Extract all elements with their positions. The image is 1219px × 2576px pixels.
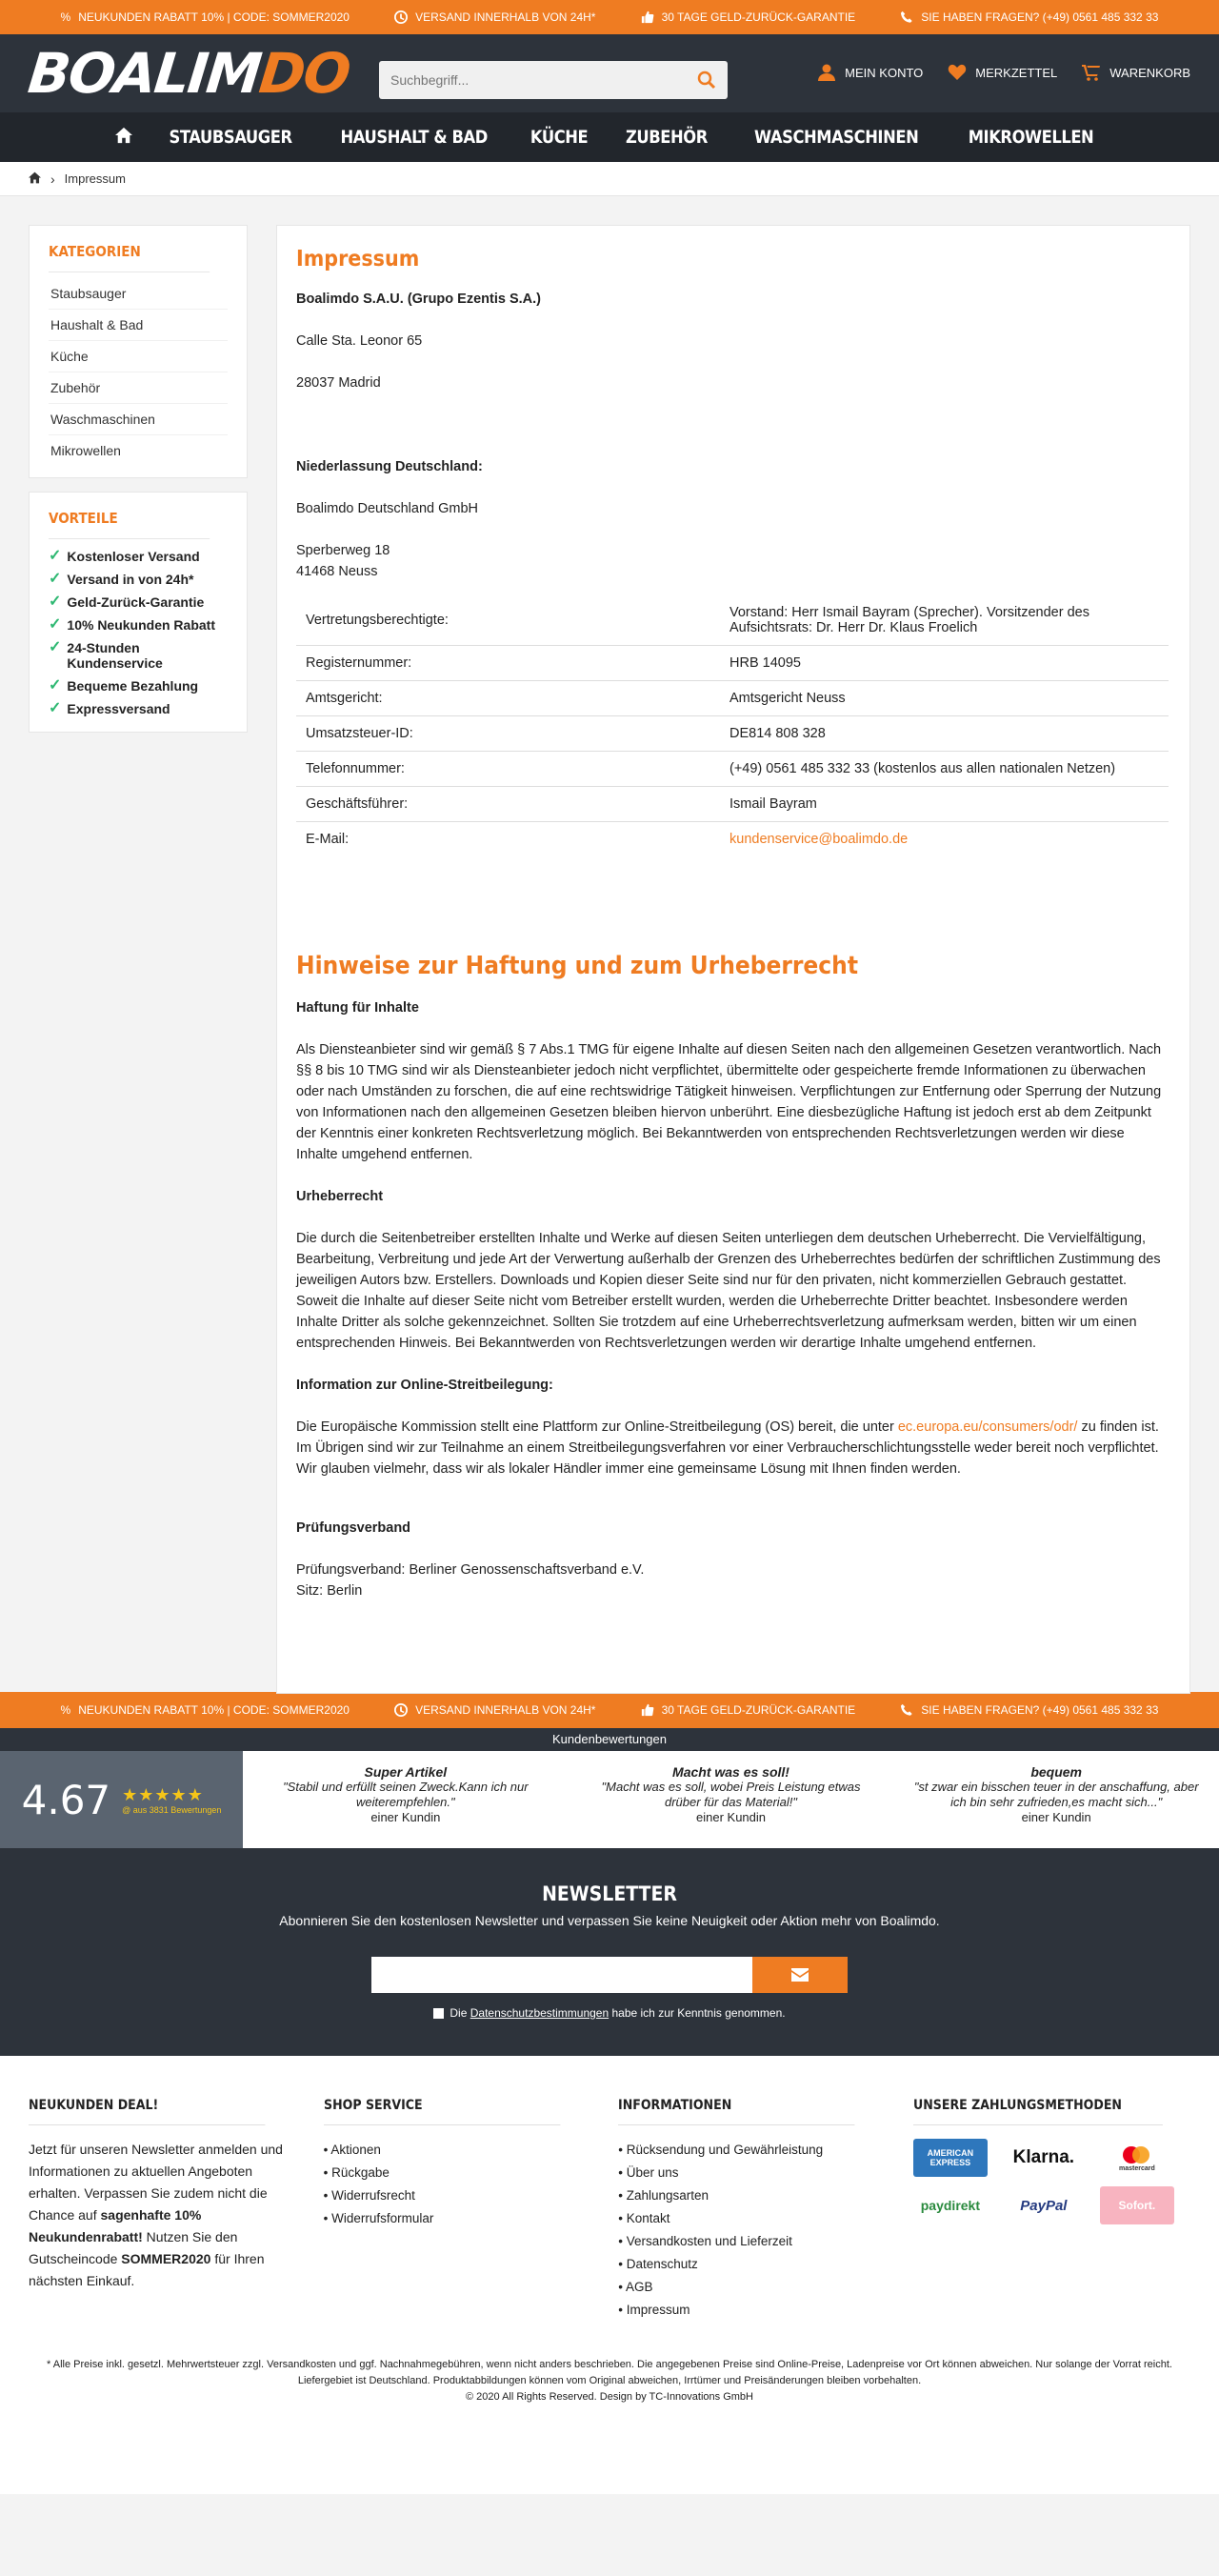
review-quote: "st zwar ein bisschen teuer in der anschaffung, aber ich bin sehr zufrieden,es macht sich..." [913,1780,1199,1809]
consent-text [450,2006,785,2020]
check-icon: ✓ [49,548,62,564]
footer-link[interactable]: • Rückgabe [323,2165,390,2180]
footer-link[interactable]: • Datenschutz [618,2257,698,2271]
cart-label: WARENKORB [1109,65,1190,80]
sidebar [29,225,248,733]
odr-text-2: zu finden ist. Im Übrigen sind wir zur Teilnahme an einem Streitbeilegungsverfahren vor einer Verbraucherschlichtungsstelle weder bereit noch verpflichtet. Wir glauben vielmehr, dass wir als lokaler Händler immer eine gemeinsame Lösung mit Ihnen finden werden. [296,1419,1159,1477]
pruefung-text-1: Prüfungsverband: Berliner Genossenschaftsverband e.V. [296,1562,645,1578]
odr-text [296,1417,1169,1479]
review-author: einer Kundin [1021,1810,1091,1824]
footer-link[interactable]: • Zahlungsarten [618,2188,709,2203]
footer-link[interactable]: • Kontakt [618,2211,670,2225]
table-row [296,822,1169,857]
table-row [296,752,1169,787]
niederlassung-heading: Niederlassung Deutschland: [296,459,483,474]
footer-link[interactable]: • Widerrufsrecht [323,2188,415,2203]
row-value: Ismail Bayram [720,787,1169,822]
rating-summary[interactable] [0,1751,243,1848]
account-label: MEIN KONTO [845,65,924,80]
footer-link[interactable]: • Rücksendung und Gewährleistung [618,2143,824,2157]
vorteil-item [49,674,228,697]
phone-icon [900,10,913,24]
usp-bar-bottom [0,1692,1219,1728]
newsletter-section [0,1848,1219,2056]
review-quote: "Stabil und erfüllt seinen Zweck.Kann ich nur weiterempfehlen." [283,1780,529,1809]
vorteil-item [49,591,228,614]
privacy-link[interactable]: Datenschutzbestimmungen [470,2006,610,2020]
row-value: Amtsgericht Neuss [720,681,1169,716]
de-address [296,540,1169,582]
odr-link[interactable]: ec.europa.eu/consumers/odr/ [897,1419,1078,1435]
categories-box [29,225,248,478]
thumbs-up-icon [641,1703,654,1717]
deal-text-bold: sagenhafte 10% Neukundenrabatt! [29,2207,202,2244]
vorteil-label: 24-Stunden Kundenservice [67,640,163,671]
deal-text-3: für Ihren nächsten Einkauf. [29,2251,265,2288]
footer-link-label: Aktionen [330,2143,381,2157]
usp-text: SIE HABEN FRAGEN? (+49) 0561 485 332 33 [921,1703,1159,1717]
amex-logo: AMERICAN EXPRESS [913,2139,988,2177]
haftung-inhalte-text: Als Diensteanbieter sind wir gemäß § 7 Abs.1 TMG für eigene Inhalte auf diesen Seiten nach den allgemeinen Gesetzen verantwortlich. Nach §§ 8 bis 10 TMG sind wir als Diensteanbieter jedoch nicht verpflichtet, übermittelte oder gespeicherte fremde Informationen zu überwachen oder nach Umständen zu forschen, die auf eine rechtswidrige Tätigkeit hinweisen. Verpflichtungen zur Entfernung oder Sperrung der Nutzung von Informationen nach den allgemeinen Gesetzen bleiben hiervon unberührt. Eine diesbezügliche Haftung ist jedoch erst ab dem Zeitpunkt der Kenntnis einer konkreten Rechtsverletzung möglich. Bei Bekanntwerden von entsprechenden Rechtsverletzungen werden wir diese Inhalte umgehend entfernen. [296,1042,1162,1162]
footer-link-label: Impressum [626,2303,690,2317]
review-title: bequem [1030,1764,1083,1780]
nav-item-zubehoer[interactable]: ZUBEHÖR [626,127,709,148]
footer-link-label: Kontakt [626,2211,670,2225]
breadcrumb [0,162,1219,196]
paypal-logo: PayPal [1020,2197,1068,2214]
envelope-icon [791,1968,809,1982]
sidebar-item-haushalt-bad[interactable]: Haushalt & Bad [49,310,228,341]
heart-icon [948,63,967,82]
vorteil-item [49,545,228,568]
vorteil-label: Expressversand [67,701,170,716]
footer-link-label: Über uns [626,2165,679,2180]
usp-item [394,10,595,24]
page-container [0,196,1219,1692]
usp-text: 30 TAGE GELD-ZURÜCK-GARANTIE [661,1703,856,1717]
sidebar-item-zubehoer[interactable]: Zubehör [49,372,228,404]
footer-link-label: Datenschutz [626,2257,698,2271]
legal-notice: * Alle Preise inkl. gesetzl. Mehrwertsteuer zzgl. Versandkosten und ggf. Nachnahmegebühren, wenn nicht anders beschrieben. Die angegebenen Preise sind Online-Preise, Ladenpreise vor Ort können abweichen. Nur solange der Vorrat reicht. Liefergebiet ist Deutschland. Produktabbildungen können vom Original abweichen, Irrtümer und Preisänderungen bleiben vorbehalten. [47,2359,1172,2386]
vorteil-label: Versand in von 24h* [67,572,194,587]
row-label: Geschäftsführer: [296,787,720,822]
footer-link[interactable]: • Impressum [618,2303,690,2317]
vorteil-item [49,697,228,720]
check-icon: ✓ [49,677,62,694]
nav-item-kueche[interactable]: KÜCHE [530,127,589,148]
sidebar-item-staubsauger[interactable]: Staubsauger [49,278,228,310]
home-icon [29,171,41,184]
company-name: Boalimdo S.A.U. (Grupo Ezentis S.A.) [296,292,541,307]
newsletter-email-input[interactable] [371,1957,752,1993]
wishlist-label: MERKZETTEL [975,65,1058,80]
haftung-title: Hinweise zur Haftung und zum Urheberrecht [296,952,859,980]
impressum-table [296,595,1169,856]
row-value [720,822,1169,857]
thumbs-up-icon [641,10,654,24]
rating-count: @ aus 3831 Bewertungen [122,1804,222,1815]
consent-text-1: Die [450,2006,470,2020]
user-icon [817,63,836,82]
search-input[interactable] [379,61,686,99]
usp-item [61,10,350,24]
footer-link-label: Widerrufsformular [331,2211,434,2225]
usp-item [394,1703,595,1717]
wishlist-link[interactable] [948,63,1057,82]
row-value: HRB 14095 [720,646,1169,681]
nav-item-waschmaschinen[interactable]: WASCHMASCHINEN [754,127,919,148]
reviews-header: Kundenbewertungen [0,1728,1219,1751]
phone-icon [900,1703,913,1717]
vorteil-item [49,636,228,674]
footer-info [618,2098,913,2342]
review-author: einer Kundin [696,1810,766,1824]
check-icon: ✓ [49,616,62,633]
footer-link[interactable]: • Versandkosten und Lieferzeit [618,2234,792,2248]
footer-link[interactable]: • Widerrufsformular [323,2211,434,2225]
footer-link-label: Zahlungsarten [626,2188,709,2203]
sidebar-item-kueche[interactable]: Küche [49,341,228,372]
klarna-logo: Klarna. [1012,2147,1075,2167]
newsletter-submit-button[interactable] [752,1957,848,1993]
usp-item [900,10,1158,24]
fine-print [0,2342,1219,2494]
usp-text: VERSAND INNERHALB VON 24H* [415,10,596,24]
de-street: Sperberweg 18 [296,543,390,558]
company-street: Calle Sta. Leonor 65 [296,333,423,349]
categories-title: KATEGORIEN [49,243,210,272]
row-label: Amtsgericht: [296,681,720,716]
consent-checkbox[interactable] [433,2008,444,2019]
odr-heading: Information zur Online-Streitbeilegung: [296,1378,553,1393]
footer-service [324,2098,619,2342]
pruefung-text-2: Sitz: Berlin [296,1583,363,1599]
vorteile-box [29,492,248,733]
footer-deal-title: NEUKUNDEN DEAL! [29,2098,265,2125]
search-box [379,61,728,99]
usp-text: VERSAND INNERHALB VON 24H* [415,1703,596,1717]
clock-icon [394,1703,408,1717]
footer-link[interactable]: • Aktionen [323,2143,381,2157]
check-icon: ✓ [49,639,62,655]
main-content [276,225,1190,1694]
footer-link-label: AGB [625,2280,653,2294]
usp-text: NEUKUNDEN RABATT 10% | CODE: SOMMER2020 [78,10,350,24]
review-title: Super Artikel [364,1764,448,1780]
nav-item-staubsauger[interactable]: STAUBSAUGER [169,127,292,148]
rating-details [122,1785,221,1815]
header-actions [817,63,1190,82]
rating-score: 4.67 [21,1776,111,1823]
percent-icon: % [60,1703,71,1717]
row-value: DE814 808 328 [720,716,1169,752]
breadcrumb-home-link[interactable] [29,171,41,187]
usp-item [61,1703,350,1717]
account-link[interactable] [817,63,923,82]
review-title: Macht was es soll! [672,1764,789,1780]
mastercard-label: mastercard [1119,2165,1155,2172]
check-icon: ✓ [49,571,62,587]
row-label: Telefonnummer: [296,752,720,787]
row-value: Vorstand: Herr Ismail Bayram (Sprecher). Vorsitzender des Aufsichtsrats: Dr. Herr Dr. Klaus Froelich [720,595,1169,646]
payment-logos [913,2139,1190,2224]
deal-text-1: Jetzt für unseren Newsletter anmelden und Informationen zu aktuellen Angeboten erhalten. Verpassen Sie zudem nicht die Chance auf [29,2142,283,2223]
footer-deal-text [29,2139,291,2292]
vorteil-label: Bequeme Bezahlung [67,678,199,694]
review-quote: "Macht was es soll, wobei Preis Leistung etwas drüber für das Material!" [601,1780,861,1809]
usp-item [900,1703,1158,1717]
table-row [296,716,1169,752]
footer-link[interactable]: • Über uns [618,2165,679,2180]
usp-bar [0,0,1219,34]
usp-text: 30 TAGE GELD-ZURÜCK-GARANTIE [661,10,856,24]
copyright: © 2020 All Rights Reserved. Design by TC-Innovations GmbH [466,2391,753,2403]
row-label: E-Mail: [306,832,350,847]
breadcrumb-current[interactable]: Impressum [64,171,126,186]
mastercard-logo [1100,2139,1174,2177]
footer-pay-title: UNSERE ZAHLUNGSMETHODEN [913,2098,1163,2125]
usp-item [641,1703,856,1717]
nav-item-haushalt-bad[interactable]: HAUSHALT & BAD [340,127,488,148]
footer-info-title: INFORMATIONEN [618,2098,854,2125]
vorteil-label: Kostenloser Versand [67,549,200,564]
deal-code: SOMMER2020 [121,2251,211,2266]
review-author: einer Kundin [370,1810,441,1824]
footer-link-label: Widerrufsrecht [331,2188,415,2203]
row-label: Vertretungsberechtigte: [296,595,720,646]
chevron-right-icon: › [50,171,55,187]
deal-text-2: Nutzen Sie den Gutscheincode [29,2229,238,2266]
vorteile-title: VORTEILE [49,510,210,539]
footer-payments [913,2098,1190,2342]
logo[interactable] [25,41,352,106]
pruefung-heading: Prüfungsverband [296,1520,411,1536]
check-icon: ✓ [49,700,62,716]
vorteil-item [49,568,228,591]
sofort-logo: Sofort. [1100,2186,1174,2224]
vorteil-item [49,614,228,636]
footer-service-title: SHOP SERVICE [324,2098,560,2125]
newsletter-form [0,1957,1219,1993]
logo-part1: BOALIM [25,41,264,106]
check-icon: ✓ [49,594,62,610]
company-city: 28037 Madrid [296,375,381,391]
sidebar-item-mikrowellen[interactable]: Mikrowellen [50,443,121,458]
vorteil-label: 10% Neukunden Rabatt [67,617,215,633]
row-label: Registernummer: [296,646,720,681]
de-city: 41468 Neuss [296,564,378,579]
vorteil-label: Geld-Zurück-Garantie [67,594,205,610]
footer [0,2056,1219,2342]
newsletter-title: NEWSLETTER [542,1882,677,1905]
cart-link[interactable] [1082,63,1190,82]
home-link[interactable] [115,127,132,148]
de-company: Boalimdo Deutschland GmbH [296,501,479,516]
newsletter-subtitle: Abonnieren Sie den kostenlosen Newsletter und verpassen Sie keine Neuigkeit oder Aktion mehr von Boalimdo. [279,1913,940,1928]
odr-text-1: Die Europäische Kommission stellt eine Plattform zur Online-Streitbeilegung (OS) bereit, die unter [296,1419,898,1435]
table-row [296,787,1169,822]
site-header [0,34,1219,112]
review-item [243,1751,569,1848]
search-icon [697,70,716,90]
search-button[interactable] [686,61,728,99]
urheberrecht-text: Die durch die Seitenbetreiber erstellten Inhalte und Werke auf diesen Seiten unterliegen dem deutschen Urheberrecht. Die Vervielfältigung, Bearbeitung, Verbreitung und jede Art der Verwertung außerhalb der Grenzen des Urheberrechtes bedürfen der schriftlichen Zustimmung des jeweiligen Autors bzw. Erstellers. Downloads und Kopien dieser Seite sind nur für den privaten, nicht kommerziellen Gebrauch gestattet. Soweit die Inhalte auf dieser Seite nicht vom Betreiber erstellt wurden, werden die Urheberrechte Dritter beachtet. Insbesondere werden Inhalte Dritter als solche gekennzeichnet. Sollten Sie trotzdem auf eine Urheberrechtsverletzung aufmerksam werden, bitten wir um einen entsprechenden Hinweis. Bei Bekanntwerden von Rechtsverletzungen werden wir derartige Inhalte umgehend entfernen. [296,1231,1161,1351]
percent-icon: % [60,10,71,24]
star-rating-icon: ★★★★★ [122,1784,204,1804]
reviews-strip [0,1751,1219,1848]
paydirekt-logo: paydirekt [920,2198,980,2213]
footer-link-label: Rückgabe [331,2165,390,2180]
footer-deal [29,2098,324,2342]
newsletter-consent [0,2006,1219,2020]
review-item [569,1751,894,1848]
clock-icon [394,10,408,24]
main-nav [0,112,1219,162]
page-title: Impressum [296,247,420,272]
home-icon [115,127,132,144]
table-row [296,681,1169,716]
footer-link-label: Rücksendung und Gewährleistung [626,2143,824,2157]
row-value: (+49) 0561 485 332 33 (kostenlos aus allen nationalen Netzen) [720,752,1169,787]
nav-item-mikrowellen[interactable]: MIKROWELLEN [969,127,1094,148]
cart-icon [1082,63,1101,82]
logo-part2: DO [256,41,352,106]
table-row [296,646,1169,681]
footer-link-label: Versandkosten und Lieferzeit [626,2234,792,2248]
sidebar-item-waschmaschinen[interactable]: Waschmaschinen [49,404,228,435]
usp-text: SIE HABEN FRAGEN? (+49) 0561 485 332 33 [921,10,1159,24]
pruefung-text [296,1560,1169,1601]
table-row [296,595,1169,646]
urheberrecht-heading: Urheberrecht [296,1189,384,1204]
footer-link[interactable]: • AGB [618,2280,653,2294]
haftung-inhalte-heading: Haftung für Inhalte [296,1000,419,1016]
review-item [893,1751,1219,1848]
consent-text-2: habe ich zur Kenntnis genommen. [609,2006,786,2020]
usp-item [641,10,856,24]
usp-text: NEUKUNDEN RABATT 10% | CODE: SOMMER2020 [78,1703,350,1717]
email-link[interactable]: kundenservice@boalimdo.de [729,832,909,847]
row-label: Umsatzsteuer-ID: [296,716,720,752]
